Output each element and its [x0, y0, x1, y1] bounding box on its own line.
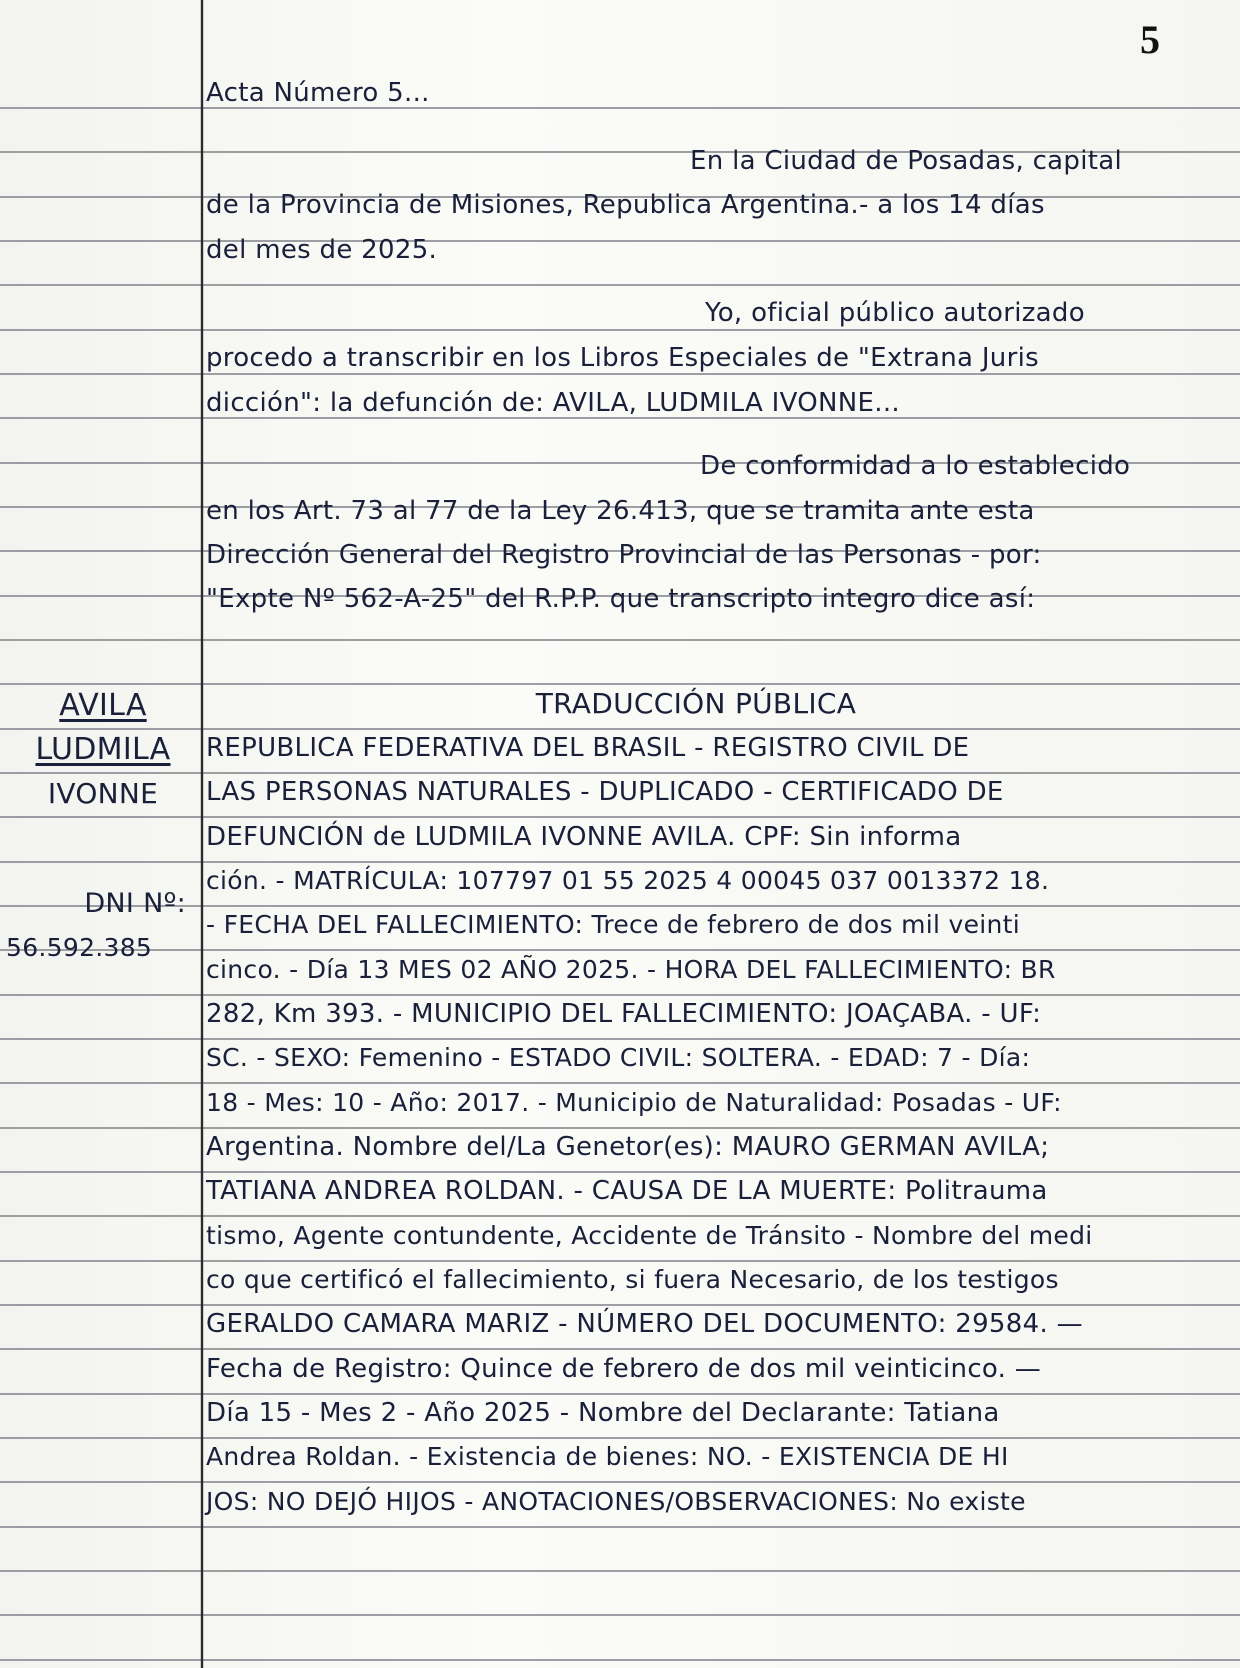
body-line-9: Dirección General del Registro Provincial de las Personas - por:	[206, 540, 1042, 570]
margin-middle-name: IVONNE	[47, 777, 159, 810]
translation-line-8: SC. - SEXO: Femenino - ESTADO CIVIL: SOLTERA. - EDAD: 7 - Día:	[206, 1043, 1031, 1072]
body-line-5: procedo a transcribir en los Libros Especiales de "Extrana Juris	[206, 343, 1039, 373]
body-line-3: del mes de 2025.	[206, 235, 438, 265]
body-line-7: De conformidad a lo establecido	[700, 451, 1131, 481]
translation-line-2: LAS PERSONAS NATURALES - DUPLICADO - CERTIFICADO DE	[206, 777, 1004, 807]
translation-line-1: REPUBLICA FEDERATIVA DEL BRASIL - REGISTRO CIVIL DE	[206, 733, 970, 763]
translation-line-3: DEFUNCIÓN de LUDMILA IVONNE AVILA. CPF: Sin informa	[206, 822, 962, 852]
margin-first-name: LUDMILA	[35, 732, 171, 767]
translation-line-18: JOS: NO DEJÓ HIJOS - ANOTACIONES/OBSERVACIONES: No existe	[206, 1487, 1026, 1516]
margin-dni-number: 56.592.385	[6, 933, 153, 962]
margin-dni-label: DNI Nº:	[84, 888, 186, 919]
document-title: TRADUCCIÓN PÚBLICA	[535, 687, 857, 720]
translation-line-17: Andrea Roldan. - Existencia de bienes: NO. - EXISTENCIA DE HI	[206, 1442, 1009, 1471]
page-number: 5	[1140, 17, 1160, 62]
translation-line-16: Día 15 - Mes 2 - Año 2025 - Nombre del Declarante: Tatiana	[206, 1398, 1000, 1428]
body-line-8: en los Art. 73 al 77 de la Ley 26.413, que se tramita ante esta	[206, 496, 1035, 526]
translation-line-15: Fecha de Registro: Quince de febrero de dos mil veinticinco. —	[206, 1354, 1042, 1384]
translation-line-13: co que certificó el fallecimiento, si fuera Necesario, de los testigos	[206, 1265, 1059, 1294]
acta-number-line: Acta Número 5...	[206, 78, 430, 108]
translation-line-10: Argentina. Nombre del/La Genetor(es): MAURO GERMAN AVILA;	[206, 1132, 1050, 1162]
translation-line-12: tismo, Agente contundente, Accidente de Tránsito - Nombre del medi	[206, 1221, 1093, 1250]
body-line-6: dicción": la defunción de: AVILA, LUDMILA IVONNE...	[206, 388, 900, 418]
translation-line-9: 18 - Mes: 10 - Año: 2017. - Municipio de Naturalidad: Posadas - UF:	[206, 1088, 1062, 1117]
margin-surname: AVILA	[59, 688, 147, 723]
translation-line-14: GERALDO CAMARA MARIZ - NÚMERO DEL DOCUMENTO: 29584. —	[206, 1309, 1083, 1339]
translation-line-5: - FECHA DEL FALLECIMIENTO: Trece de febrero de dos mil veinti	[206, 910, 1021, 939]
translation-line-4: ción. - MATRÍCULA: 107797 01 55 2025 4 00045 037 0013372 18.	[206, 866, 1050, 895]
translation-line-6: cinco. - Día 13 MES 02 AÑO 2025. - HORA DEL FALLECIMIENTO: BR	[206, 955, 1056, 984]
body-line-4: Yo, oficial público autorizado	[705, 298, 1085, 328]
translation-line-11: TATIANA ANDREA ROLDAN. - CAUSA DE LA MUERTE: Politrauma	[206, 1176, 1048, 1206]
translation-line-7: 282, Km 393. - MUNICIPIO DEL FALLECIMIENTO: JOAÇABA. - UF:	[206, 999, 1042, 1029]
body-line-10: "Expte Nº 562-A-25" del R.P.P. que transcripto integro dice así:	[206, 584, 1036, 614]
body-line-2: de la Provincia de Misiones, Republica Argentina.- a los 14 días	[206, 190, 1045, 220]
body-line-1: En la Ciudad de Posadas, capital	[690, 146, 1122, 176]
